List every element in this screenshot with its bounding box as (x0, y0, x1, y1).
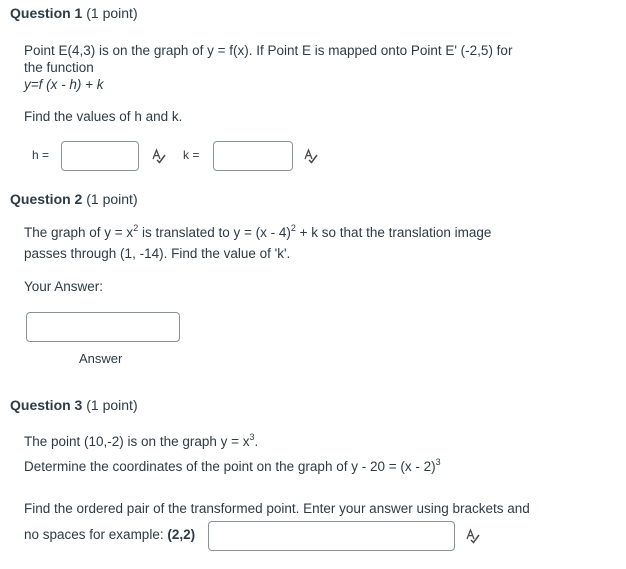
k-input[interactable] (213, 141, 293, 171)
q2-text-part-1: The graph of y = x (24, 225, 134, 240)
q3-exponent-1: 3 (249, 432, 255, 442)
q2-answer-caption: Answer (79, 351, 123, 366)
q3-answer-input[interactable] (208, 521, 455, 551)
q3-example-prefix: no spaces for example: (24, 527, 168, 542)
question-2-label: Question 2 (10, 191, 83, 207)
q3-instruction-line-1: Find the ordered pair of the transformed point. Enter your answer using brackets and (24, 501, 530, 516)
q2-text-part-3: + k so that the translation image (295, 225, 492, 240)
q1-instruction: Find the values of h and k. (24, 109, 183, 124)
question-3-points: (1 point) (86, 397, 138, 413)
q1-statement-line-2: the function (24, 60, 94, 75)
q3-text-part-2: . (254, 434, 259, 449)
q3-instruction-line-2 (24, 527, 195, 543)
q2-exponent-1: 2 (133, 223, 139, 233)
q3-example-value: (2,2) (167, 527, 196, 542)
spellcheck-icon[interactable] (151, 148, 167, 164)
spellcheck-icon[interactable] (303, 148, 319, 164)
question-1-label: Question 1 (10, 5, 83, 21)
q3-text-part-3: Determine the coordinates of the point on the graph of y - 20 = (x - 2) (24, 459, 436, 474)
h-input[interactable] (61, 141, 139, 171)
q2-statement-line-2: passes through (1, -14). Find the value of 'k'. (24, 246, 291, 261)
q3-statement-line-1 (24, 434, 258, 450)
q2-statement-line-1 (24, 225, 491, 241)
q2-text-part-2: is translated to y = (x - 4) (138, 225, 291, 240)
q2-answer-input[interactable] (26, 312, 180, 342)
question-1-points: (1 point) (86, 5, 138, 21)
k-label: k = (183, 148, 200, 162)
question-1-title (10, 5, 138, 21)
question-2-title (10, 191, 138, 207)
h-label: h = (32, 148, 50, 162)
q3-statement-line-2 (24, 459, 441, 475)
q3-text-part-1: The point (10,-2) is on the graph y = x (24, 434, 250, 449)
q1-statement-line-1: Point E(4,3) is on the graph of y = f(x). If Point E is mapped onto Point E' (-2,5) for (24, 43, 513, 58)
q1-function-expression: y=f (x - h) + k (24, 77, 104, 92)
question-3-title (10, 397, 138, 413)
q2-your-answer-label: Your Answer: (24, 279, 104, 294)
q2-exponent-2: 2 (290, 223, 296, 233)
question-2-points: (1 point) (86, 191, 138, 207)
q3-exponent-2: 3 (435, 457, 441, 467)
question-3-label: Question 3 (10, 397, 83, 413)
spellcheck-icon[interactable] (465, 528, 481, 544)
